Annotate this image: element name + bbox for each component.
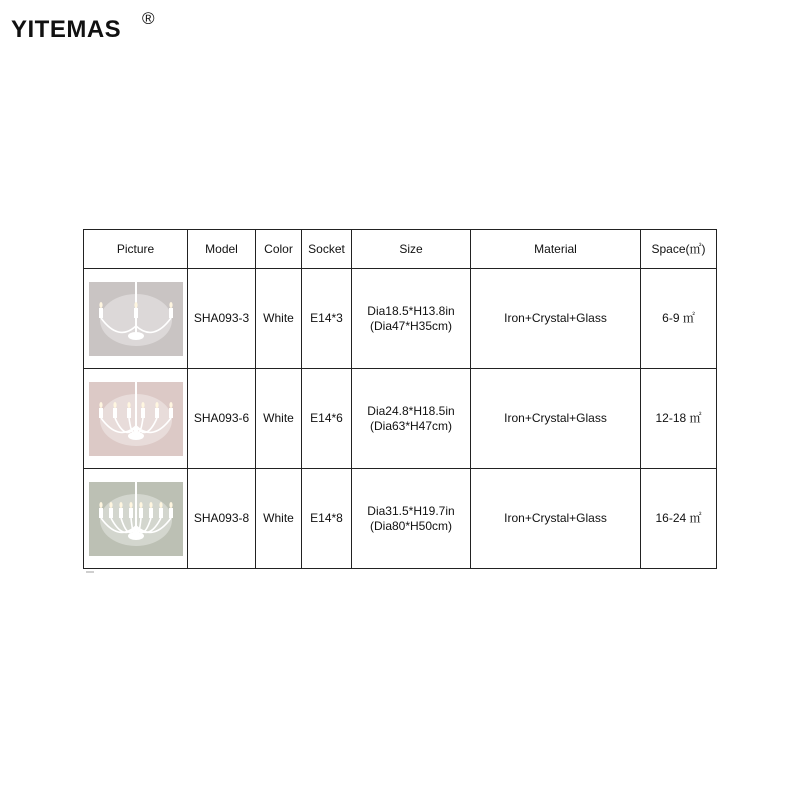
- brand-name: YITEMAS: [11, 16, 122, 43]
- header-material: Material: [471, 230, 641, 269]
- cell-space: 6-9 ㎡: [641, 269, 717, 369]
- cell-material: Iron+Crystal+Glass: [471, 369, 641, 469]
- cell-socket: E14*6: [302, 369, 352, 469]
- size-centimeters: (Dia80*H50cm): [369, 518, 453, 533]
- chandelier-photo: [89, 482, 183, 556]
- table-row: [84, 469, 717, 569]
- header-model: Model: [188, 230, 256, 269]
- header-picture: Picture: [84, 230, 188, 269]
- cell-size: [352, 469, 471, 569]
- spec-table: [83, 229, 717, 569]
- cell-size: [352, 269, 471, 369]
- cell-material: Iron+Crystal+Glass: [471, 269, 641, 369]
- table-row: [84, 369, 717, 469]
- cell-picture: [84, 369, 188, 469]
- scan-mark: [86, 571, 94, 573]
- registered-mark: ®: [142, 9, 156, 28]
- cell-space: 16-24 ㎡: [641, 469, 717, 569]
- cell-space: 12-18 ㎡: [641, 369, 717, 469]
- table-header-row: [84, 230, 717, 269]
- size-inches: Dia18.5*H13.8in: [367, 303, 455, 318]
- header-size: Size: [352, 230, 471, 269]
- cell-color: White: [256, 469, 302, 569]
- cell-size: [352, 369, 471, 469]
- size-centimeters: (Dia47*H35cm): [369, 318, 453, 333]
- cell-model: SHA093-8: [188, 469, 256, 569]
- cell-model: SHA093-6: [188, 369, 256, 469]
- size-centimeters: (Dia63*H47cm): [369, 418, 453, 433]
- header-socket: Socket: [302, 230, 352, 269]
- cell-material: Iron+Crystal+Glass: [471, 469, 641, 569]
- size-inches: Dia24.8*H18.5in: [367, 403, 455, 418]
- cell-picture: [84, 269, 188, 369]
- chandelier-photo: [89, 382, 183, 456]
- table-row: [84, 269, 717, 369]
- header-space: Space(㎡): [641, 230, 717, 269]
- header-color: Color: [256, 230, 302, 269]
- cell-color: White: [256, 369, 302, 469]
- chandelier-photo: [89, 282, 183, 356]
- cell-picture: [84, 469, 188, 569]
- cell-model: SHA093-3: [188, 269, 256, 369]
- cell-color: White: [256, 269, 302, 369]
- brand-logo: [11, 9, 156, 43]
- cell-socket: E14*3: [302, 269, 352, 369]
- size-inches: Dia31.5*H19.7in: [367, 503, 455, 518]
- cell-socket: E14*8: [302, 469, 352, 569]
